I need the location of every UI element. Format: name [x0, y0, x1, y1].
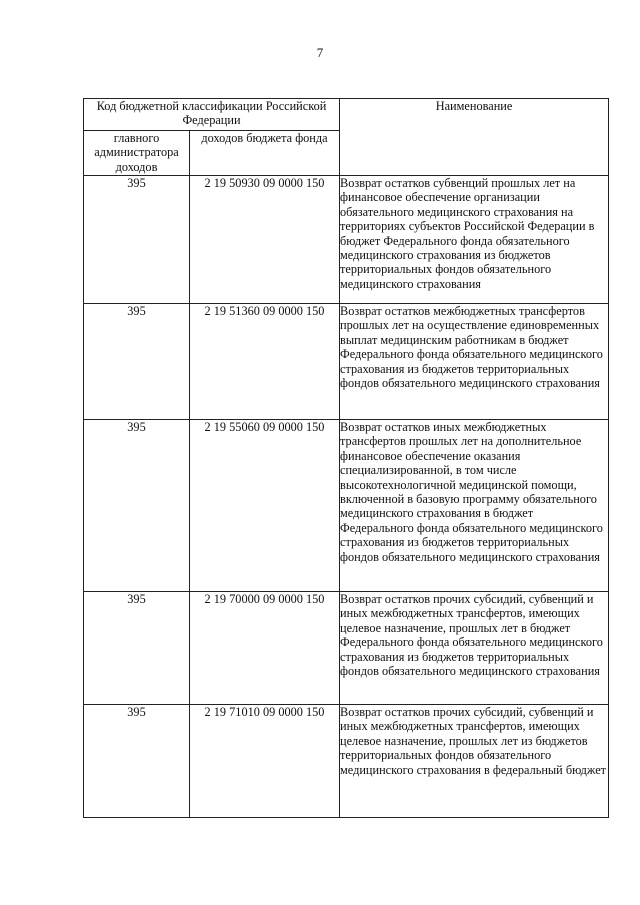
cell-income-code: 2 19 71010 09 0000 150 — [190, 705, 340, 818]
table-row — [84, 705, 609, 818]
cell-admin-code: 395 — [84, 592, 190, 705]
page-number: 7 — [316, 45, 324, 60]
budget-classification-table — [83, 98, 609, 818]
cell-name: Возврат остатков прочих субсидий, субвенций и иных межбюджетных трансфертов, имеющих целевое назначение, прошлых лет из бюджетов территориальных фондов обязательного медицинского страхования в федеральный бюджет — [340, 705, 609, 818]
cell-name: Возврат остатков прочих субсидий, субвенций и иных межбюджетных трансфертов, имеющих целевое назначение, прошлых лет в бюджет Федерального фонда обязательного медицинского страхования из бюджетов территориальных фондов обязательного медицинского страхования — [340, 592, 609, 705]
table-row — [84, 592, 609, 705]
header-name: Наименование — [340, 99, 609, 176]
table-row — [84, 176, 609, 304]
cell-admin-code: 395 — [84, 304, 190, 420]
cell-income-code: 2 19 70000 09 0000 150 — [190, 592, 340, 705]
header-admin: главного администратора доходов — [84, 131, 190, 176]
header-classification: Код бюджетной классификации Российской Федерации — [84, 99, 340, 131]
cell-income-code: 2 19 50930 09 0000 150 — [190, 176, 340, 304]
table-row — [84, 304, 609, 420]
cell-name: Возврат остатков межбюджетных трансфертов прошлых лет на осуществление единовременных выплат медицинским работникам в бюджет Федерального фонда обязательного медицинского страхования из бюджетов территориальных фондов обязательного медицинского страхования — [340, 304, 609, 420]
cell-name: Возврат остатков иных межбюджетных трансфертов прошлых лет на дополнительное финансовое обеспечение оказания специализированной, в том числе высокотехнологичной медицинской помощи, включенной в базовую программу обязательного медицинского страхования в бюджет Федерального фонда обязательного медицинского страхования из бюджетов территориальных фондов обязательного медицинского страхования — [340, 420, 609, 592]
cell-admin-code: 395 — [84, 420, 190, 592]
table-row — [84, 420, 609, 592]
cell-income-code: 2 19 55060 09 0000 150 — [190, 420, 340, 592]
cell-income-code: 2 19 51360 09 0000 150 — [190, 304, 340, 420]
cell-admin-code: 395 — [84, 705, 190, 818]
cell-name: Возврат остатков субвенций прошлых лет на финансовое обеспечение организации обязательного медицинского страхования на территориях субъектов Российской Федерации в бюджет Федерального фонда обязательного медицинского страхования из бюджетов территориальных фондов обязательного медицинского страхования — [340, 176, 609, 304]
header-fund-income: доходов бюджета фонда — [190, 131, 340, 176]
cell-admin-code: 395 — [84, 176, 190, 304]
